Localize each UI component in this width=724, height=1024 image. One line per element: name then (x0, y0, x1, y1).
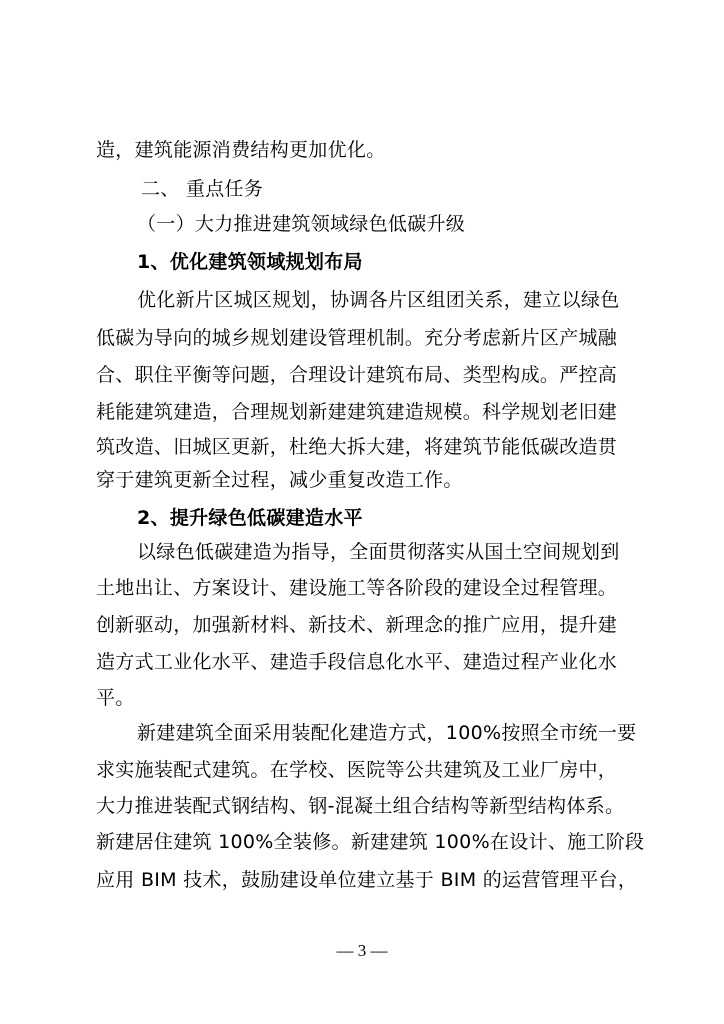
paragraph-3-line-2: 求实施装配式建筑。在学校、医院等公共建筑及工业厂房中， (96, 759, 618, 781)
paragraph-1-line-1: 优化新片区城区规划，协调各片区组团关系，建立以绿色 (137, 289, 620, 311)
item-heading-1: 1、优化建筑领域规划布局 (137, 251, 363, 273)
body-line-1: 造，建筑能源消费结构更加优化。 (96, 139, 386, 161)
paragraph-1-line-2: 低碳为导向的城乡规划建设管理机制。充分考虑新片区产城融 (96, 327, 618, 349)
paragraph-3-line-1: 新建建筑全面采用装配化建造方式，100%按照全市统一要 (137, 722, 637, 744)
paragraph-1-line-6: 穿于建筑更新全过程，减少重复改造工作。 (96, 469, 463, 491)
paragraph-3-line-4: 新建居住建筑 100%全装修。新建建筑 100%在设计、施工阶段 (96, 831, 645, 853)
paragraph-3-line-3: 大力推进装配式钢结构、钢-混凝土组合结构等新型结构体系。 (96, 795, 625, 817)
section-heading: 二、 重点任务 (141, 178, 264, 200)
paragraph-2-line-2: 土地出让、方案设计、建设施工等各阶段的建设全过程管理。 (96, 577, 618, 599)
paragraph-2-line-4: 造方式工业化水平、建造手段信息化水平、建造过程产业化水 (96, 651, 618, 673)
paragraph-3-line-5: 应用 BIM 技术，鼓励建设单位建立基于 BIM 的运营管理平台， (96, 869, 638, 891)
subsection-heading: （一）大力推进建筑领域绿色低碳升级 (137, 213, 466, 235)
page-number: — 3 — (336, 941, 388, 960)
paragraph-1-line-5: 筑改造、旧城区更新，杜绝大拆大建，将建筑节能低碳改造贯 (96, 436, 618, 458)
paragraph-2-line-1: 以绿色低碳建造为指导，全面贯彻落实从国土空间规划到 (137, 541, 620, 563)
paragraph-1-line-3: 合、职住平衡等问题，合理设计建筑布局、类型构成。严控高 (96, 364, 618, 386)
paragraph-2-line-5: 平。 (96, 687, 135, 709)
item-heading-2: 2、提升绿色低碳建造水平 (137, 507, 363, 529)
paragraph-2-line-3: 创新驱动，加强新材料、新技术、新理念的推广应用，提升建 (96, 614, 618, 636)
paragraph-1-line-4: 耗能建筑建造，合理规划新建建筑建造规模。科学规划老旧建 (96, 401, 618, 423)
